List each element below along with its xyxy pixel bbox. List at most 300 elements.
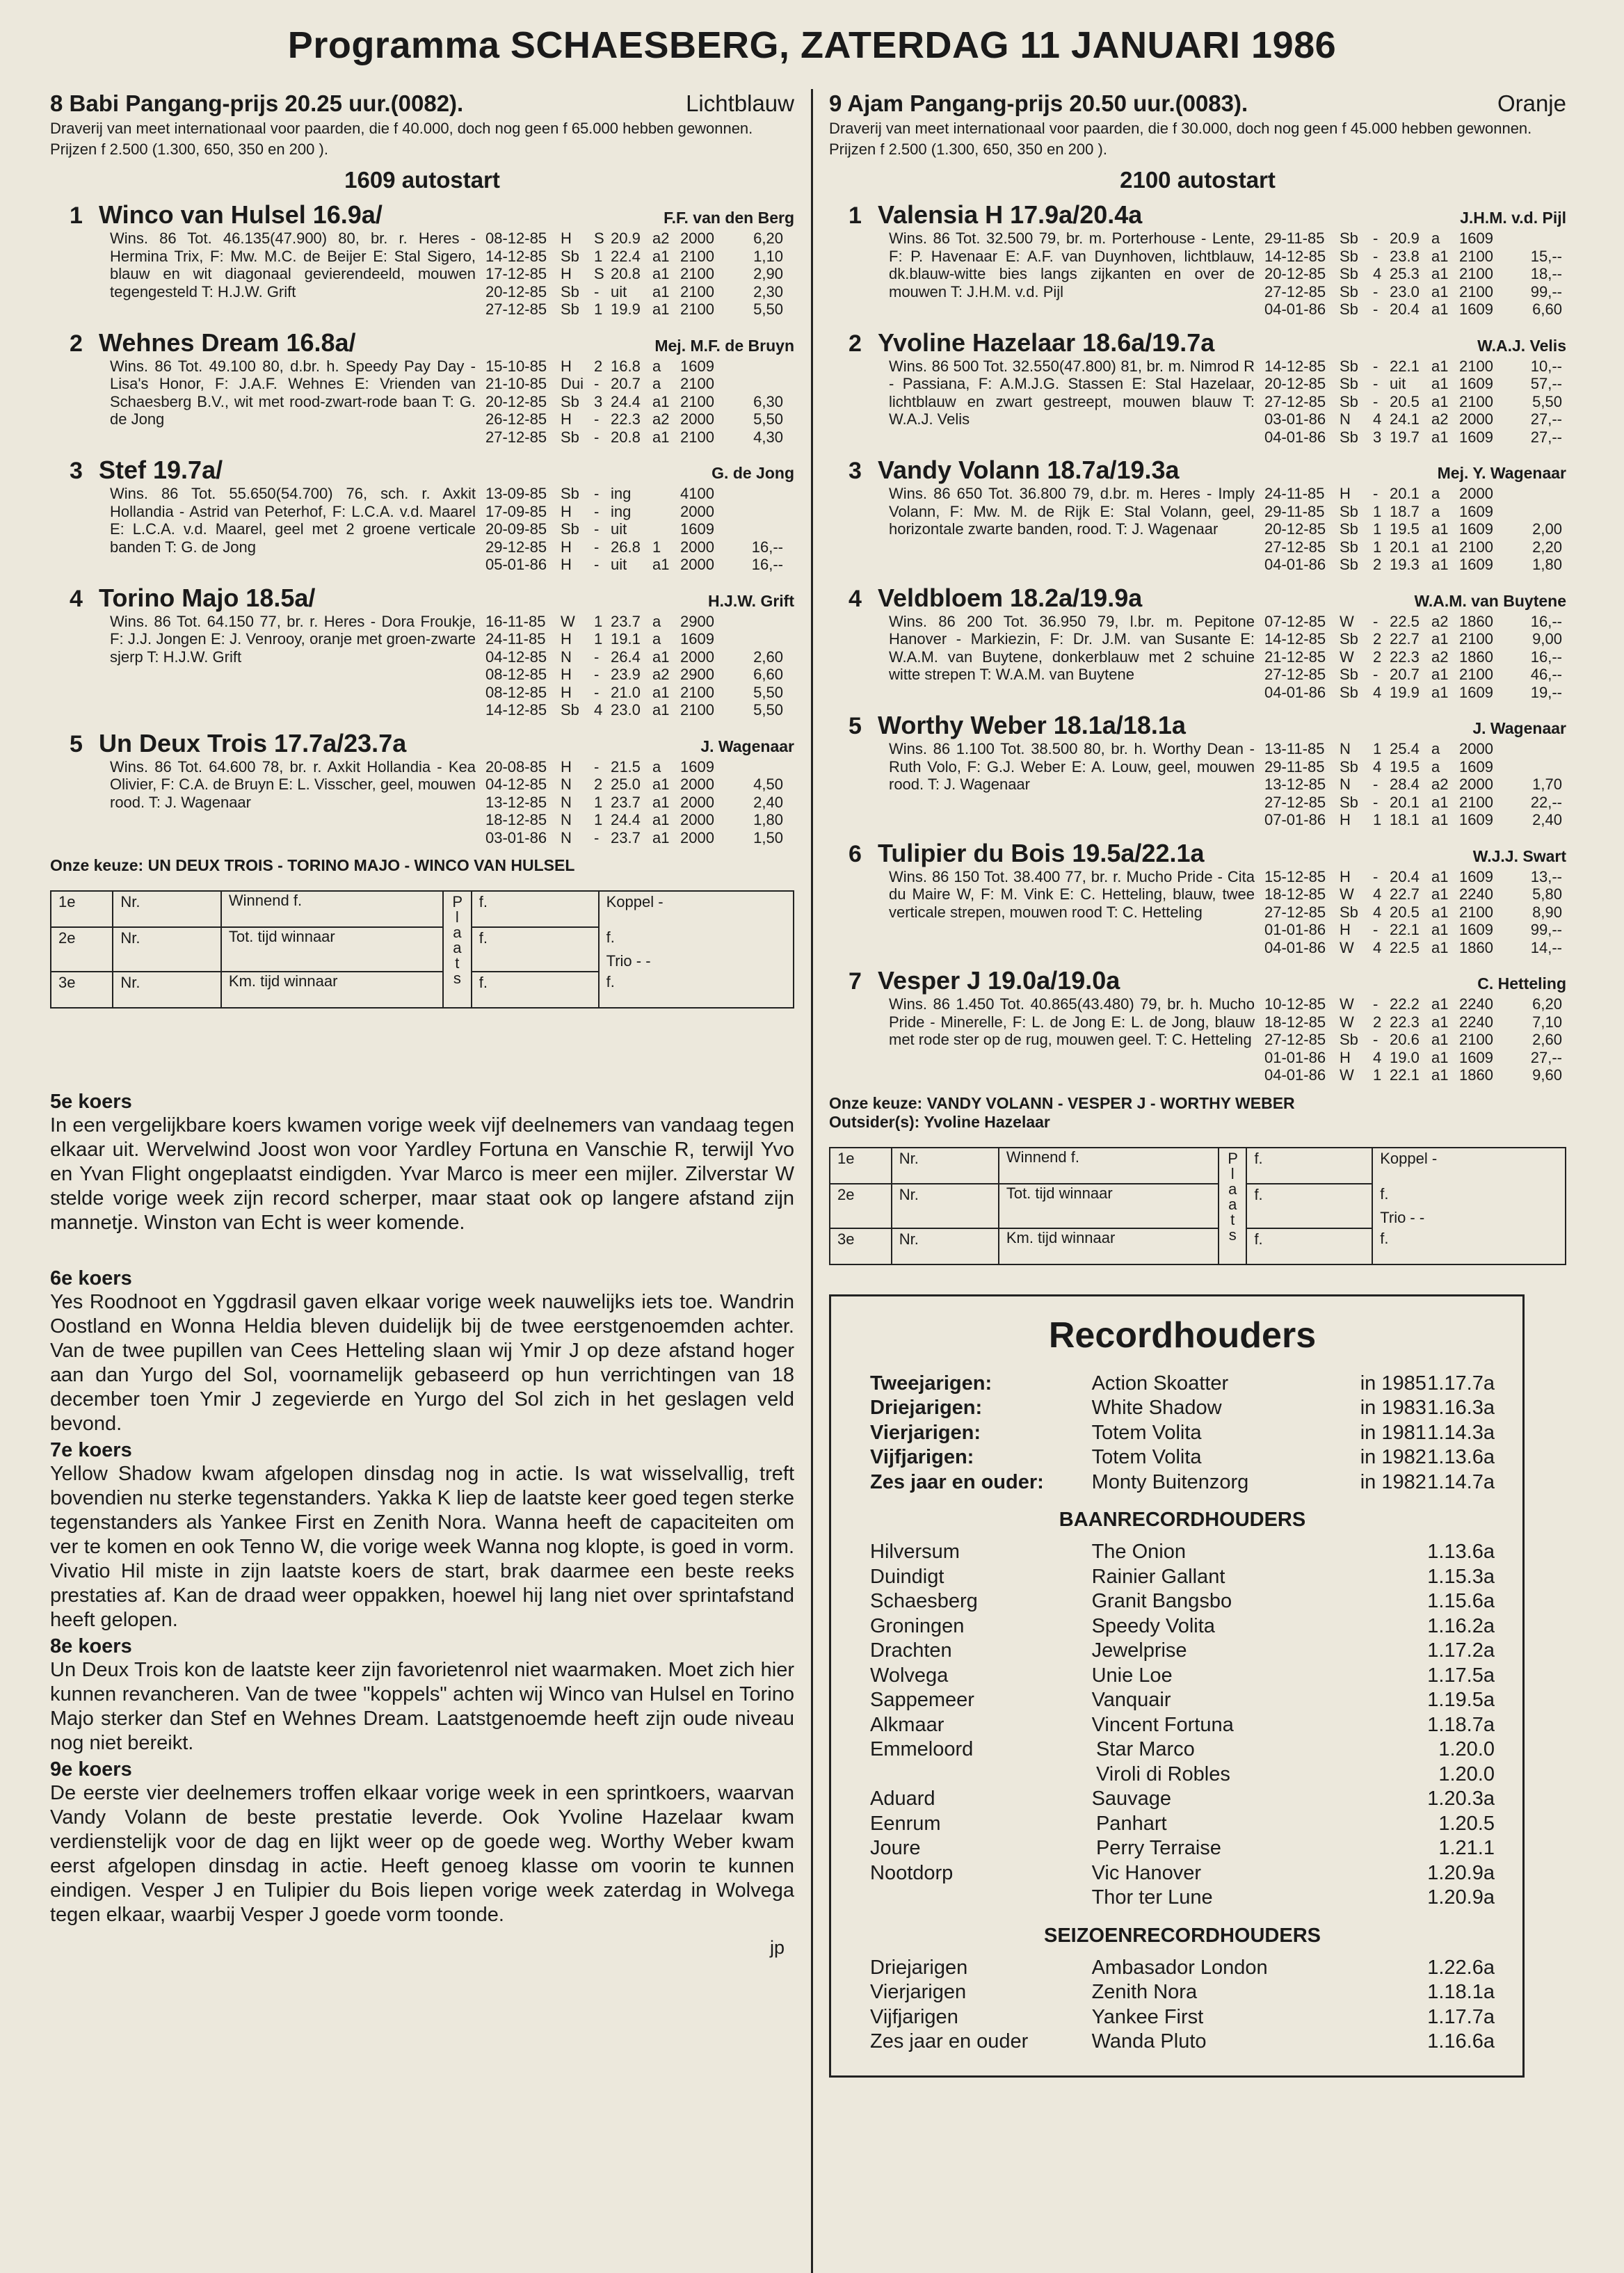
result-cell: 28.4 xyxy=(1390,776,1420,793)
result-cell: 22.1 xyxy=(1390,357,1420,375)
result-cell: 2100 xyxy=(1459,666,1493,683)
result-cell: 20.8 xyxy=(611,428,641,446)
result-cell: Sb xyxy=(1340,357,1358,375)
race-description: Draverij van meet internationaal voor paarden, die f 40.000, doch nog geen f 65.000 hebben gewonnen. xyxy=(50,120,753,137)
horse-entry xyxy=(50,456,794,574)
result-cell: 5,50 xyxy=(753,410,783,428)
result-cell: - xyxy=(594,428,600,446)
result-cell: - xyxy=(1373,282,1378,300)
label-cell: Km. tijd winnaar xyxy=(999,1228,1219,1264)
horse-info: Wins. 86 650 Tot. 36.800 79, d.br. m. Heres - Imply Volann, F: Mw. M. de Rijk E: Stal Volann, geel, horizontale zwarte banden, rood. T: J. Wagenaar xyxy=(889,485,1255,538)
horse-results xyxy=(1264,485,1566,574)
record-spacer xyxy=(1360,1614,1428,1639)
record-time: 1.17.2a xyxy=(1427,1639,1495,1662)
result-cell: 20-08-85 xyxy=(485,757,547,776)
result-cell: - xyxy=(1373,375,1378,392)
result-cell: Sb xyxy=(1340,556,1358,573)
result-cell: - xyxy=(1373,867,1378,885)
result-cell: 4 xyxy=(1373,265,1382,282)
result-cell: 9,60 xyxy=(1532,1066,1562,1084)
result-cell: 17-09-85 xyxy=(485,502,547,520)
result-cell: 1609 xyxy=(1459,556,1493,573)
result-cell: 27-12-85 xyxy=(1264,793,1326,811)
result-cell: 18.7 xyxy=(1390,502,1420,520)
horse-name: Winco van Hulsel 16.9a/ xyxy=(99,200,383,229)
result-cell: Sb xyxy=(561,247,579,265)
result-cell: a1 xyxy=(652,392,670,410)
result-cell: 2100 xyxy=(680,683,714,701)
record-horse: Wanda Pluto xyxy=(1091,2030,1207,2053)
result-cell: 27-12-85 xyxy=(1264,666,1326,683)
result-cell: 5,80 xyxy=(1532,885,1562,903)
result-cell: 2000 xyxy=(1459,485,1493,502)
bet-cell xyxy=(1372,1184,1566,1228)
record-spacer xyxy=(1370,1737,1438,1762)
record-row xyxy=(870,2005,1495,2030)
result-cell: Sb xyxy=(561,392,579,410)
commentary-title: 8e koers xyxy=(50,1635,132,1657)
result-cell: a xyxy=(1431,740,1440,757)
result-cell xyxy=(652,503,680,521)
result-cell: ing xyxy=(611,502,632,520)
result-row xyxy=(1264,1031,1566,1049)
horse-body xyxy=(889,613,1566,702)
record-time: 1.20.5 xyxy=(1438,1812,1495,1835)
record-time: 1.20.0 xyxy=(1438,1762,1495,1785)
nr-cell: Nr. xyxy=(892,1228,999,1264)
result-cell: 2100 xyxy=(1459,538,1493,556)
record-category: Duindigt xyxy=(870,1565,944,1588)
koppel-f: f. xyxy=(1380,1184,1389,1203)
result-cell: 1860 xyxy=(1459,648,1493,666)
result-cell: 1609 xyxy=(1459,811,1493,828)
result-cell: W xyxy=(1340,995,1354,1013)
horse-info: Wins. 86 500 Tot. 32.550(47.800) 81, br. m. Nimrod R - Passiana, F: A.M.J.G. Stassen E: Stal Hazelaar, lichtblauw en zwart gestreept, mouwen blauw T: W.A.J. Velis xyxy=(889,357,1255,428)
horse-results xyxy=(1264,230,1566,319)
result-cell: 2000 xyxy=(680,410,714,428)
f-cell: f. xyxy=(1246,1184,1372,1228)
record-time: 1.15.3a xyxy=(1427,1565,1495,1588)
result-row xyxy=(485,248,794,266)
result-cell: 27-12-85 xyxy=(1264,538,1326,556)
result-cell: a2 xyxy=(1431,410,1449,428)
result-cell: Sb xyxy=(561,300,579,318)
result-cell: 14-12-85 xyxy=(1264,247,1326,265)
record-spacer xyxy=(1360,1589,1428,1614)
result-cell: Sb xyxy=(1340,375,1358,392)
result-cell: a2 xyxy=(1431,648,1449,666)
result-cell: 2 xyxy=(1373,556,1382,573)
page-title: Programma SCHAESBERG, ZATERDAG 11 JANUARI 1986 xyxy=(287,24,1337,66)
result-row xyxy=(485,556,794,574)
result-cell: 22.3 xyxy=(1390,1013,1420,1031)
result-row xyxy=(485,613,794,631)
result-cell: N xyxy=(561,793,572,811)
record-year: in 1985 xyxy=(1360,1372,1426,1395)
record-row xyxy=(870,1861,1495,1886)
result-row xyxy=(485,758,794,776)
record-time: 1.20.0 xyxy=(1438,1738,1495,1760)
record-horse: Star Marco xyxy=(1095,1738,1195,1760)
result-cell: 24.1 xyxy=(1390,410,1420,428)
result-cell: 18-12-85 xyxy=(1264,1013,1326,1031)
horse-number: 3 xyxy=(849,458,862,484)
result-cell: 1 xyxy=(594,300,603,318)
result-row xyxy=(485,776,794,794)
result-cell: H xyxy=(1340,811,1351,828)
result-cell: 2 xyxy=(1373,1013,1382,1031)
result-row xyxy=(1264,485,1566,503)
horse-number: 2 xyxy=(849,330,862,357)
result-row xyxy=(1264,811,1566,829)
result-cell: H xyxy=(561,683,572,701)
result-cell: 1 xyxy=(594,630,603,648)
result-row xyxy=(485,485,794,503)
race-start: 2100 autostart xyxy=(1120,167,1276,193)
result-row xyxy=(1264,684,1566,702)
label-cell: Tot. tijd winnaar xyxy=(999,1184,1219,1228)
result-row xyxy=(1264,921,1566,939)
record-time: 1.16.2a xyxy=(1427,1614,1495,1637)
record-spacer xyxy=(1360,1886,1428,1911)
result-cell: 2240 xyxy=(1459,995,1493,1013)
result-cell xyxy=(737,520,783,538)
result-cell: a1 xyxy=(652,300,670,318)
result-cell: - xyxy=(1373,247,1378,265)
result-cell: - xyxy=(1373,485,1378,502)
result-row xyxy=(1264,1013,1566,1031)
record-category: Alkmaar xyxy=(870,1713,944,1736)
horse-number: 3 xyxy=(70,458,83,484)
result-cell: W xyxy=(1340,612,1354,630)
result-cell: 20.6 xyxy=(1390,1031,1420,1048)
result-cell: 2100 xyxy=(1459,903,1493,921)
result-row xyxy=(485,701,794,719)
horse-name: Yvoline Hazelaar 18.6a/19.7a xyxy=(878,328,1215,357)
record-spacer xyxy=(1360,1787,1428,1812)
record-time: 1.21.1 xyxy=(1438,1837,1495,1859)
record-spacer xyxy=(1360,1664,1428,1689)
result-cell: a1 xyxy=(652,776,670,793)
age-records xyxy=(870,1372,1495,1495)
record-row xyxy=(870,1639,1495,1664)
result-cell: a1 xyxy=(1431,392,1449,410)
result-cell: 2100 xyxy=(680,375,714,392)
record-horse: Speedy Volita xyxy=(1091,1614,1215,1637)
result-cell: - xyxy=(1373,357,1378,375)
result-cell: 1,10 xyxy=(753,247,783,265)
result-cell: a1 xyxy=(1431,520,1449,538)
result-cell: 07-12-85 xyxy=(1264,612,1326,630)
result-cell: 22.1 xyxy=(1390,921,1420,938)
result-cell: 16-11-85 xyxy=(485,612,546,630)
koppel-label: Koppel - xyxy=(606,893,664,910)
result-cell: N xyxy=(561,648,572,666)
result-cell: H xyxy=(561,630,572,648)
record-row xyxy=(870,1540,1495,1565)
result-cell: a1 xyxy=(1431,1066,1449,1084)
horse-trainer: Mej. M.F. de Bruyn xyxy=(654,336,794,355)
horse-number: 5 xyxy=(849,713,862,739)
record-row xyxy=(870,1421,1495,1446)
record-spacer xyxy=(1360,2005,1428,2030)
horse-trainer: W.J.J. Swart xyxy=(1472,846,1566,865)
race-prizes: Prijzen f 2.500 (1.300, 650, 350 en 200 ). xyxy=(829,140,1107,158)
horse-body xyxy=(889,740,1566,829)
result-cell: 20.5 xyxy=(1390,392,1420,410)
baan-records xyxy=(870,1540,1495,1911)
result-cell: 22.3 xyxy=(1390,648,1420,666)
result-row xyxy=(1264,794,1566,812)
result-cell: 26-12-85 xyxy=(485,410,547,428)
result-cell: 2000 xyxy=(1459,776,1493,793)
result-cell: 6,20 xyxy=(1532,995,1562,1013)
result-row xyxy=(1264,613,1566,631)
result-cell: W xyxy=(1340,885,1354,903)
race-header xyxy=(829,90,1566,117)
result-cell: 1 xyxy=(1373,811,1382,828)
result-row xyxy=(1264,666,1566,684)
result-cell: 4 xyxy=(1373,903,1382,921)
result-cell: H xyxy=(561,556,572,573)
record-spacer xyxy=(1360,1540,1428,1565)
result-cell: uit xyxy=(611,520,627,538)
result-cell: W xyxy=(561,612,575,630)
commentary-section xyxy=(50,1267,794,1436)
result-row xyxy=(1264,740,1566,758)
result-cell: 04-12-85 xyxy=(485,776,547,793)
horse-body xyxy=(889,230,1566,319)
result-cell: 29-11-85 xyxy=(1264,757,1325,776)
result-cell: 20-12-85 xyxy=(1264,375,1326,392)
record-year: in 1982 xyxy=(1360,1470,1426,1493)
result-row xyxy=(1264,410,1566,428)
record-time: 1.14.3a xyxy=(1427,1421,1495,1444)
result-cell: 4,30 xyxy=(753,428,783,446)
records-box xyxy=(829,1294,1525,2078)
place-cell: 2e xyxy=(51,927,113,972)
result-cell: - xyxy=(594,757,600,776)
horse-info: Wins. 86 1.100 Tot. 38.500 80, br. h. Worthy Dean - Ruth Volo, F: G.J. Weber E: A. Louw, geel, mouwen rood. T: J. Wagenaar xyxy=(889,740,1255,793)
result-cell: 2000 xyxy=(680,776,714,793)
result-cell: 27-12-85 xyxy=(485,300,547,318)
result-cell: 4 xyxy=(1373,683,1382,701)
horse-info: Wins. 86 Tot. 49.100 80, d.br. h. Speedy Pay Day - Lisa's Honor, F: J.A.F. Wehnes E: Vrienden van Schaesberg B.V., wit met rood-zwart-rode baan T: G. de Jong xyxy=(110,357,476,428)
result-cell: H xyxy=(561,230,572,247)
record-category: Vijfjarigen: xyxy=(870,1446,974,1468)
record-spacer xyxy=(1360,1713,1428,1738)
result-cell: a1 xyxy=(652,282,670,300)
result-cell: 04-01-86 xyxy=(1264,683,1326,701)
result-cell: 26.4 xyxy=(611,648,641,666)
bet-cell xyxy=(599,927,794,972)
result-cell: a xyxy=(652,357,661,375)
horse-results xyxy=(1264,740,1566,829)
nr-cell: Nr. xyxy=(113,927,221,972)
result-cell: 08-12-85 xyxy=(485,230,547,247)
result-cell: H xyxy=(561,410,572,428)
result-cell: 1609 xyxy=(1459,375,1493,392)
result-cell: 1609 xyxy=(1459,428,1493,446)
result-row xyxy=(1264,868,1566,886)
result-row xyxy=(1264,556,1566,574)
result-cell: 16.8 xyxy=(611,357,641,375)
result-cell: a2 xyxy=(652,230,670,247)
horse-results xyxy=(485,613,794,719)
result-cell: Sb xyxy=(1340,538,1358,556)
result-cell: 19.5 xyxy=(1390,757,1420,776)
result-cell: a1 xyxy=(1431,1031,1449,1048)
result-cell: 10,-- xyxy=(1530,357,1562,375)
horse-number: 4 xyxy=(849,585,862,612)
result-cell: 20.8 xyxy=(611,265,641,282)
result-cell: 1609 xyxy=(1459,300,1493,318)
horse-info: Wins. 86 1.450 Tot. 40.865(43.480) 79, br. h. Mucho Pride - Minerelle, F: L. de Jong E: L. de Jong, blauw met rode ster op de rug, mouwen geel. T: C. Hetteling xyxy=(889,995,1255,1048)
result-cell: 2000 xyxy=(680,502,714,520)
horse-body xyxy=(110,613,794,719)
record-row xyxy=(870,1396,1495,1421)
horse-name: Vandy Volann 18.7a/19.3a xyxy=(878,456,1180,484)
result-table-row xyxy=(51,927,794,972)
result-cell: a xyxy=(652,757,661,776)
result-cell: 2000 xyxy=(680,230,714,247)
record-category: Groningen xyxy=(870,1614,965,1637)
record-row xyxy=(870,1762,1495,1788)
result-row xyxy=(485,358,794,376)
result-cell: a1 xyxy=(1431,867,1449,885)
result-cell: N xyxy=(561,776,572,793)
result-cell: 2000 xyxy=(1459,740,1493,757)
result-row xyxy=(485,811,794,829)
horse-header xyxy=(50,584,794,613)
result-cell: Sb xyxy=(561,520,579,538)
result-cell: 22.2 xyxy=(1390,995,1420,1013)
commentary-section xyxy=(50,1635,794,1756)
outsider-label: Outsider(s): xyxy=(829,1112,920,1131)
horse-trainer: J.H.M. v.d. Pijl xyxy=(1460,209,1566,227)
record-horse: Ambasador London xyxy=(1091,1956,1268,1979)
result-cell: 13-09-85 xyxy=(485,485,547,502)
result-cell: 1,80 xyxy=(1532,556,1562,573)
record-row xyxy=(870,1886,1495,1911)
record-spacer xyxy=(1370,1812,1438,1837)
result-cell: a1 xyxy=(652,793,670,811)
horse-name: Torino Majo 18.5a/ xyxy=(99,583,316,612)
result-cell: H xyxy=(561,357,572,375)
record-spacer xyxy=(1360,1980,1428,2005)
horse-body xyxy=(889,358,1566,447)
trio-label: Trio - - xyxy=(1380,1208,1425,1226)
result-cell: 21-10-85 xyxy=(485,375,547,392)
label-cell: Winnend f. xyxy=(999,1148,1219,1184)
result-cell: 1609 xyxy=(680,630,714,648)
result-cell: H xyxy=(561,502,572,520)
result-cell: Sb xyxy=(1340,282,1358,300)
result-row xyxy=(485,520,794,538)
result-cell: 1609 xyxy=(1459,502,1493,520)
horse-info: Wins. 86 Tot. 32.500 79, br. m. Porterhouse - Lente, F: P. Havenaar E: A.F. van Duynhoven, lichtblauw, dk.blauw-witte bies langs zijkanten en over de mouwen T: J.H.M. v.d. Pijl xyxy=(889,230,1255,300)
result-cell: 5,50 xyxy=(1532,392,1562,410)
result-cell: 2 xyxy=(1373,630,1382,648)
nr-cell: Nr. xyxy=(113,972,221,1008)
record-row xyxy=(870,2030,1495,2055)
result-cell: Sb xyxy=(1340,520,1358,538)
result-cell: 4 xyxy=(1373,410,1382,428)
result-cell: 2100 xyxy=(1459,392,1493,410)
outsider-value: Yvoline Hazelaar xyxy=(924,1112,1050,1131)
result-cell: 26.8 xyxy=(611,538,641,556)
result-cell: 2100 xyxy=(1459,282,1493,300)
result-cell: Sb xyxy=(1340,265,1358,282)
result-row xyxy=(485,794,794,812)
result-cell: a1 xyxy=(652,556,670,573)
horse-results xyxy=(485,758,794,847)
result-row xyxy=(1264,248,1566,266)
result-cell xyxy=(737,630,783,648)
result-cell: - xyxy=(594,828,600,846)
commentary-title: 9e koers xyxy=(50,1758,132,1781)
record-category: Zes jaar en ouder xyxy=(870,2030,1029,2053)
result-cell: 20.5 xyxy=(1390,903,1420,921)
result-row xyxy=(485,283,794,301)
record-horse: Zenith Nora xyxy=(1091,1981,1198,2003)
result-row xyxy=(485,300,794,319)
result-cell: 5,50 xyxy=(753,300,783,318)
result-cell: 2100 xyxy=(680,282,714,300)
result-cell: 21.5 xyxy=(611,757,641,776)
result-cell: 6,20 xyxy=(753,230,783,247)
horse-name: Veldbloem 18.2a/19.9a xyxy=(878,583,1143,612)
result-cell: 19.7 xyxy=(1390,428,1420,446)
result-cell: N xyxy=(1340,776,1351,793)
horse-number: 2 xyxy=(70,330,83,357)
result-cell: 4 xyxy=(1373,1048,1382,1066)
result-cell xyxy=(1516,758,1562,776)
horse-entry xyxy=(829,966,1566,1084)
result-cell: 4 xyxy=(1373,757,1382,776)
horse-trainer: J. Wagenaar xyxy=(1472,719,1566,737)
result-cell: 1,50 xyxy=(753,828,783,846)
result-cell: 27-12-85 xyxy=(1264,1031,1326,1048)
result-cell: a1 xyxy=(1431,375,1449,392)
result-cell: - xyxy=(594,648,600,666)
left-column xyxy=(50,90,794,1959)
record-time: 1.13.6a xyxy=(1427,1446,1495,1468)
result-cell: 2000 xyxy=(680,828,714,846)
horse-trainer: G. de Jong xyxy=(711,464,794,482)
result-cell: 04-12-85 xyxy=(485,648,547,666)
result-row xyxy=(1264,375,1566,393)
result-cell xyxy=(737,485,783,503)
result-cell xyxy=(1516,740,1562,758)
result-row xyxy=(1264,300,1566,319)
result-row xyxy=(1264,939,1566,957)
horse-results xyxy=(485,485,794,574)
trio-f: f. xyxy=(606,973,615,990)
result-table-row xyxy=(830,1148,1566,1184)
result-cell: 22.3 xyxy=(611,410,641,428)
horse-header xyxy=(50,200,794,230)
result-row xyxy=(485,503,794,521)
horse-header xyxy=(50,328,794,358)
record-horse: Viroli di Robles xyxy=(1095,1762,1230,1785)
record-spacer xyxy=(1360,1688,1428,1713)
result-cell: 20.7 xyxy=(611,375,641,392)
result-cell: 23.9 xyxy=(611,666,641,683)
plaats-label: P l a a t s xyxy=(452,893,463,987)
result-cell: H xyxy=(1340,485,1351,502)
result-row xyxy=(1264,358,1566,376)
